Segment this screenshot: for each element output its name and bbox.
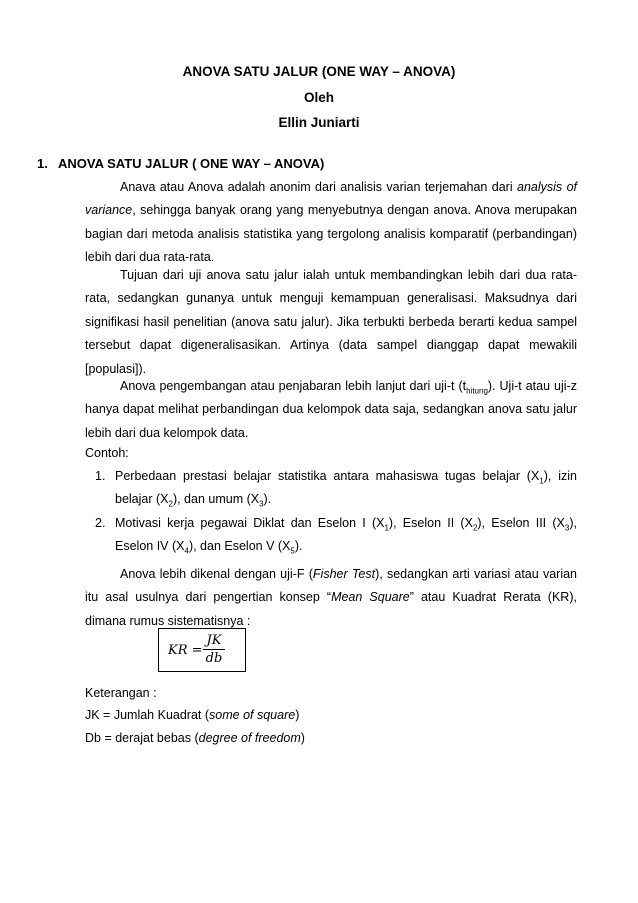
text: ), Eselon II (X: [388, 516, 473, 530]
text: , sehingga banyak orang yang menyebutnya dengan anova. Anova merupakan bagian dari metoda analisis statistika yang tergolong analisis komparatif (perbandingan) lebih dari dua rata-rata.: [85, 203, 577, 265]
text: Anova pengembangan atau penjabaran lebih lanjut dari uji-t (t: [120, 379, 467, 393]
term-mean-square: Mean Square: [331, 590, 410, 605]
subscript: 5: [290, 546, 295, 556]
text: ): [295, 708, 300, 722]
text: Anova lebih dikenal dengan uji-F (: [120, 567, 313, 581]
term-degree-of-freedom: degree of freedom: [198, 731, 301, 745]
keterangan-label: Keterangan :: [85, 686, 157, 700]
example-label: Contoh:: [85, 446, 129, 460]
document-title: ANOVA SATU JALUR (ONE WAY – ANOVA): [182, 64, 456, 79]
list-item: [95, 465, 577, 511]
formula-numerator: JK: [206, 633, 222, 648]
subscript: 2: [168, 499, 173, 509]
text: ).: [263, 492, 272, 506]
byline: Oleh: [303, 90, 334, 105]
formula-denominator: db: [205, 651, 223, 666]
text: ), Eselon III (X: [477, 516, 565, 530]
formula-box: [158, 628, 246, 672]
paragraph-development: [85, 375, 577, 445]
subscript: hitung: [466, 386, 488, 396]
text: Motivasi kerja pegawai Diklat dan Eselon I (X: [115, 516, 385, 530]
text: Perbedaan prestasi belajar statistika antara mahasiswa tugas belajar (X: [115, 469, 540, 483]
list-number: 1.: [95, 469, 106, 483]
list-number: 2.: [95, 516, 106, 530]
text: ), Eselon IV (X: [115, 516, 577, 553]
term-fisher-test: Fisher Test: [312, 567, 376, 581]
subscript: 3: [564, 523, 570, 533]
term-some-of-square: some of square: [209, 708, 296, 722]
section-heading: [37, 156, 324, 171]
text: ), dan umum (X: [172, 492, 260, 506]
section-title: ANOVA SATU JALUR ( ONE WAY – ANOVA): [58, 156, 325, 171]
paragraph-definition: [85, 176, 577, 270]
paragraph-f-test: [85, 563, 577, 633]
term-analysis-of-variance: analysis of variance: [85, 180, 577, 218]
definition-jk: [85, 708, 299, 722]
text: ), sedangkan arti variasi atau varian itu asal usulnya dari pengertian konsep “: [85, 567, 577, 605]
formula-fraction: [203, 633, 225, 666]
author-name: Ellin Juniarti: [278, 115, 360, 130]
definition-db: [85, 731, 305, 745]
paragraph-purpose: [85, 264, 577, 381]
formula-lhs: KR =: [168, 643, 203, 658]
text: ” atau Kuadrat Rerata (KR), dimana rumus sistematisnya :: [85, 590, 577, 628]
section-number: 1.: [37, 156, 48, 171]
text: Tujuan dari uji anova satu jalur ialah untuk membandingkan lebih dari dua rata-rata, sedangkan gunanya untuk menguji kemampuan generalisasi. Maksudnya dari signifikasi hasil penelitian (anova satu jalur). Jika terbukti berbeda berarti kedua sampel tersebut dapat digeneralisasikan. Artinya (data sampel dianggap dapat mewakili [populasi]).: [85, 268, 577, 376]
subscript: 1: [539, 476, 544, 486]
fraction-bar: [203, 649, 225, 650]
subscript: 3: [259, 499, 264, 509]
text: ). Uji-t atau uji-z hanya dapat melihat perbandingan dua kelompok data saja, sedangkan anova satu jalur lebih dari dua kelompok data.: [85, 379, 577, 440]
text: ), dan Eselon V (X: [188, 539, 291, 553]
subscript: 4: [184, 546, 189, 556]
subscript: 1: [384, 523, 389, 533]
text: ), izin belajar (X: [115, 469, 577, 506]
text: ).: [294, 539, 303, 553]
list-item: [95, 512, 577, 558]
text: JK = Jumlah Kuadrat (: [85, 708, 210, 722]
subscript: 2: [472, 523, 478, 533]
text: Db = derajat bebas (: [85, 731, 199, 745]
text: ): [300, 731, 305, 745]
text: Anava atau Anova adalah anonim dari analisis varian terjemahan dari: [120, 180, 518, 194]
